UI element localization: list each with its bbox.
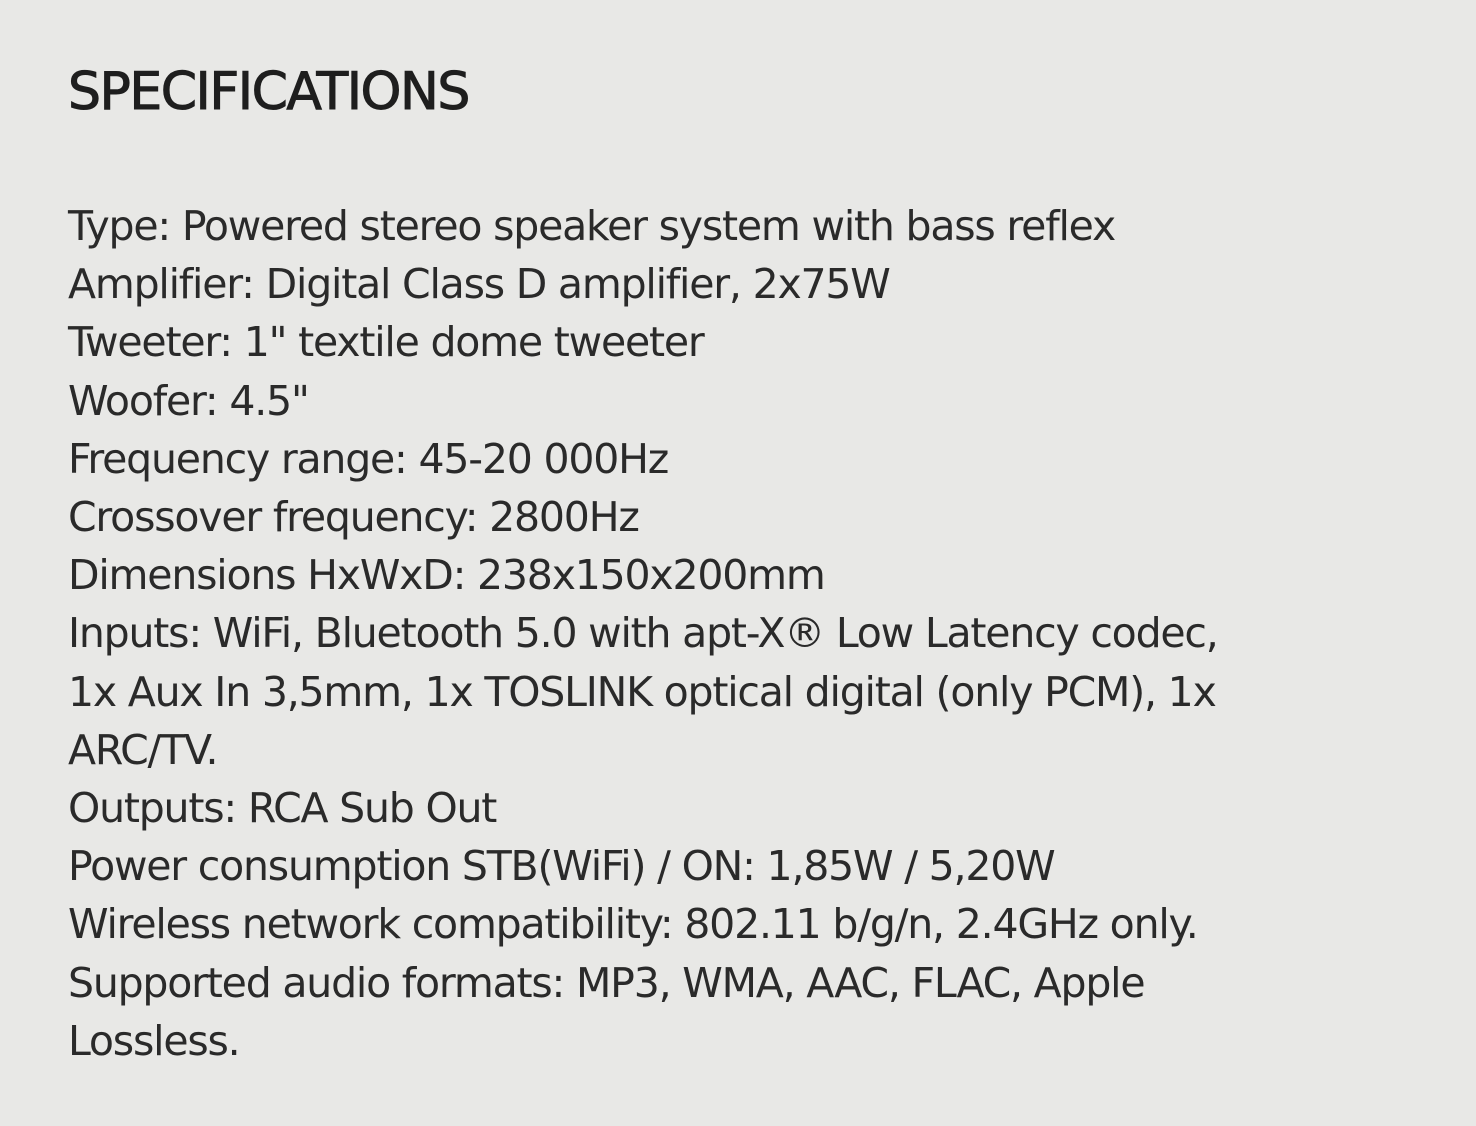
spec-line-power-consumption: Power consumption STB(WiFi) / ON: 1,85W / 5,20W [68,842,1055,891]
spec-line-wireless-compatibility: Wireless network compatibility: 802.11 b/g/n, 2.4GHz only. [68,900,1198,949]
spec-line-crossover-frequency: Crossover frequency: 2800Hz [68,493,639,542]
spec-line-dimensions: Dimensions HxWxD: 238x150x200mm [68,551,825,600]
spec-line-audio-formats: Supported audio formats: MP3, WMA, AAC, FLAC, Apple [68,958,1145,1007]
spec-line-inputs-continued: 1x Aux In 3,5mm, 1x TOSLINK optical digital (only PCM), 1x [68,667,1216,716]
spec-line-inputs: Inputs: WiFi, Bluetooth 5.0 with apt-X® Low Latency codec, [68,609,1218,658]
spec-line-outputs: Outputs: RCA Sub Out [68,784,497,833]
spec-line-woofer: Woofer: 4.5" [68,376,309,425]
spec-line-inputs-end: ARC/TV. [68,725,218,774]
spec-line-frequency-range: Frequency range: 45-20 000Hz [68,434,669,483]
specifications-list [68,197,1398,1070]
spec-line-tweeter: Tweeter: 1" textile dome tweeter [68,318,704,367]
specifications-heading: SPECIFICATIONS [68,62,469,122]
spec-line-type: Type: Powered stereo speaker system with bass reflex [68,202,1116,250]
spec-line-audio-formats-end: Lossless. [68,1016,240,1065]
spec-line-amplifier: Amplifier: Digital Class D amplifier, 2x75W [68,260,890,309]
